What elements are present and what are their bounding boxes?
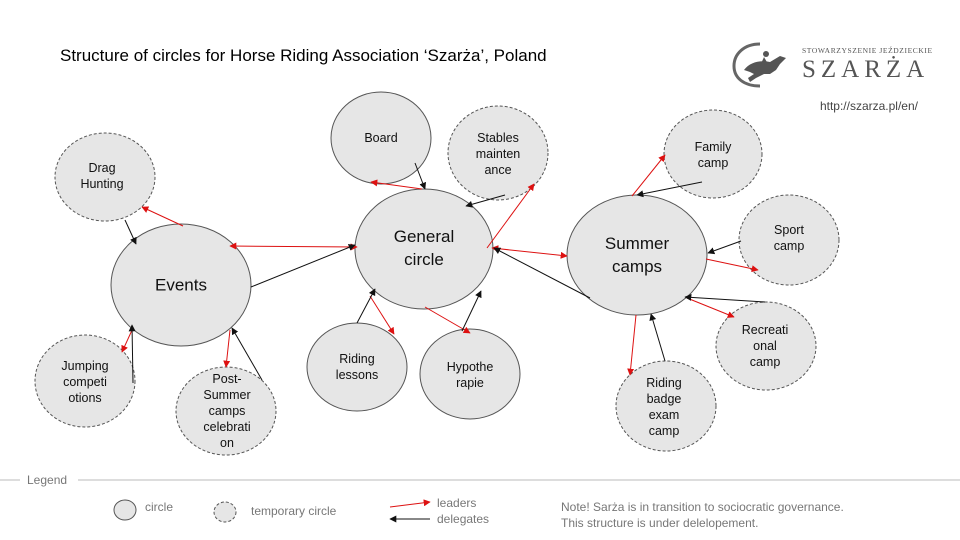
leader-arrow-events-general bbox=[230, 246, 357, 247]
legend-temporary-label: temporary circle bbox=[251, 504, 337, 518]
label-stables: Stables mainten ance bbox=[475, 131, 521, 177]
governance-note: Note! Sarża is in transition to sociocratic governance. This structure is under delelopement. bbox=[561, 500, 844, 530]
legend-circle-label: circle bbox=[145, 500, 174, 514]
delegate-arrow-events-general bbox=[251, 245, 355, 287]
leader-arrow-jumping bbox=[122, 328, 133, 352]
label-recreational-camp: Recreati onal camp bbox=[741, 323, 789, 369]
legend-leader-arrow bbox=[390, 502, 430, 507]
delegate-arrow-drag-hunting bbox=[125, 220, 136, 244]
delegate-arrow-riding-badge bbox=[651, 314, 665, 361]
leader-arrow-drag-hunting bbox=[142, 207, 183, 226]
delegate-arrow-sport-camp bbox=[708, 241, 741, 253]
label-riding-lessons: Riding lessons bbox=[335, 352, 379, 382]
delegate-arrow-riding-lessons bbox=[357, 289, 375, 323]
legend-temporary-sample bbox=[214, 502, 236, 522]
legend-title: Legend bbox=[27, 473, 68, 487]
leader-arrow-board bbox=[371, 182, 422, 189]
label-post-summer: Post- Summer camps celebrati on bbox=[203, 372, 251, 450]
legend-circle-sample bbox=[114, 500, 136, 520]
leader-arrow-family-camp bbox=[632, 155, 665, 196]
label-drag-hunting: Drag Hunting bbox=[80, 161, 124, 191]
legend-delegates-label: delegates bbox=[437, 512, 490, 526]
leader-arrow-riding-badge bbox=[630, 315, 636, 375]
label-summer-camps: Summer camps bbox=[604, 234, 670, 276]
leader-arrow-post-summer bbox=[226, 330, 230, 367]
logo-subtitle: STOWARZYSZENIE JEŹDZIECKIE bbox=[802, 46, 933, 55]
label-riding-badge: Riding badge exam camp bbox=[646, 376, 682, 438]
leader-arrow-general-summer bbox=[492, 248, 567, 256]
logo-name: SZARŻA bbox=[802, 56, 930, 83]
legend-leaders-label: leaders bbox=[437, 496, 477, 510]
label-hypotherapie: Hypothe rapie bbox=[446, 360, 494, 390]
leader-arrow-recreational-camp bbox=[687, 298, 734, 317]
label-sport-camp: Sport camp bbox=[773, 223, 805, 253]
label-jumping: Jumping competi otions bbox=[61, 359, 109, 405]
label-family-camp: Family camp bbox=[694, 140, 732, 170]
label-board: Board bbox=[364, 131, 398, 145]
label-general-circle: General circle bbox=[393, 227, 455, 269]
website-url[interactable]: http://szarza.pl/en/ bbox=[819, 99, 918, 113]
label-events: Events bbox=[155, 275, 207, 295]
delegate-arrow-recreational-camp bbox=[685, 297, 765, 302]
page-title: Structure of circles for Horse Riding Association ‘Szarża’, Poland bbox=[60, 46, 547, 65]
